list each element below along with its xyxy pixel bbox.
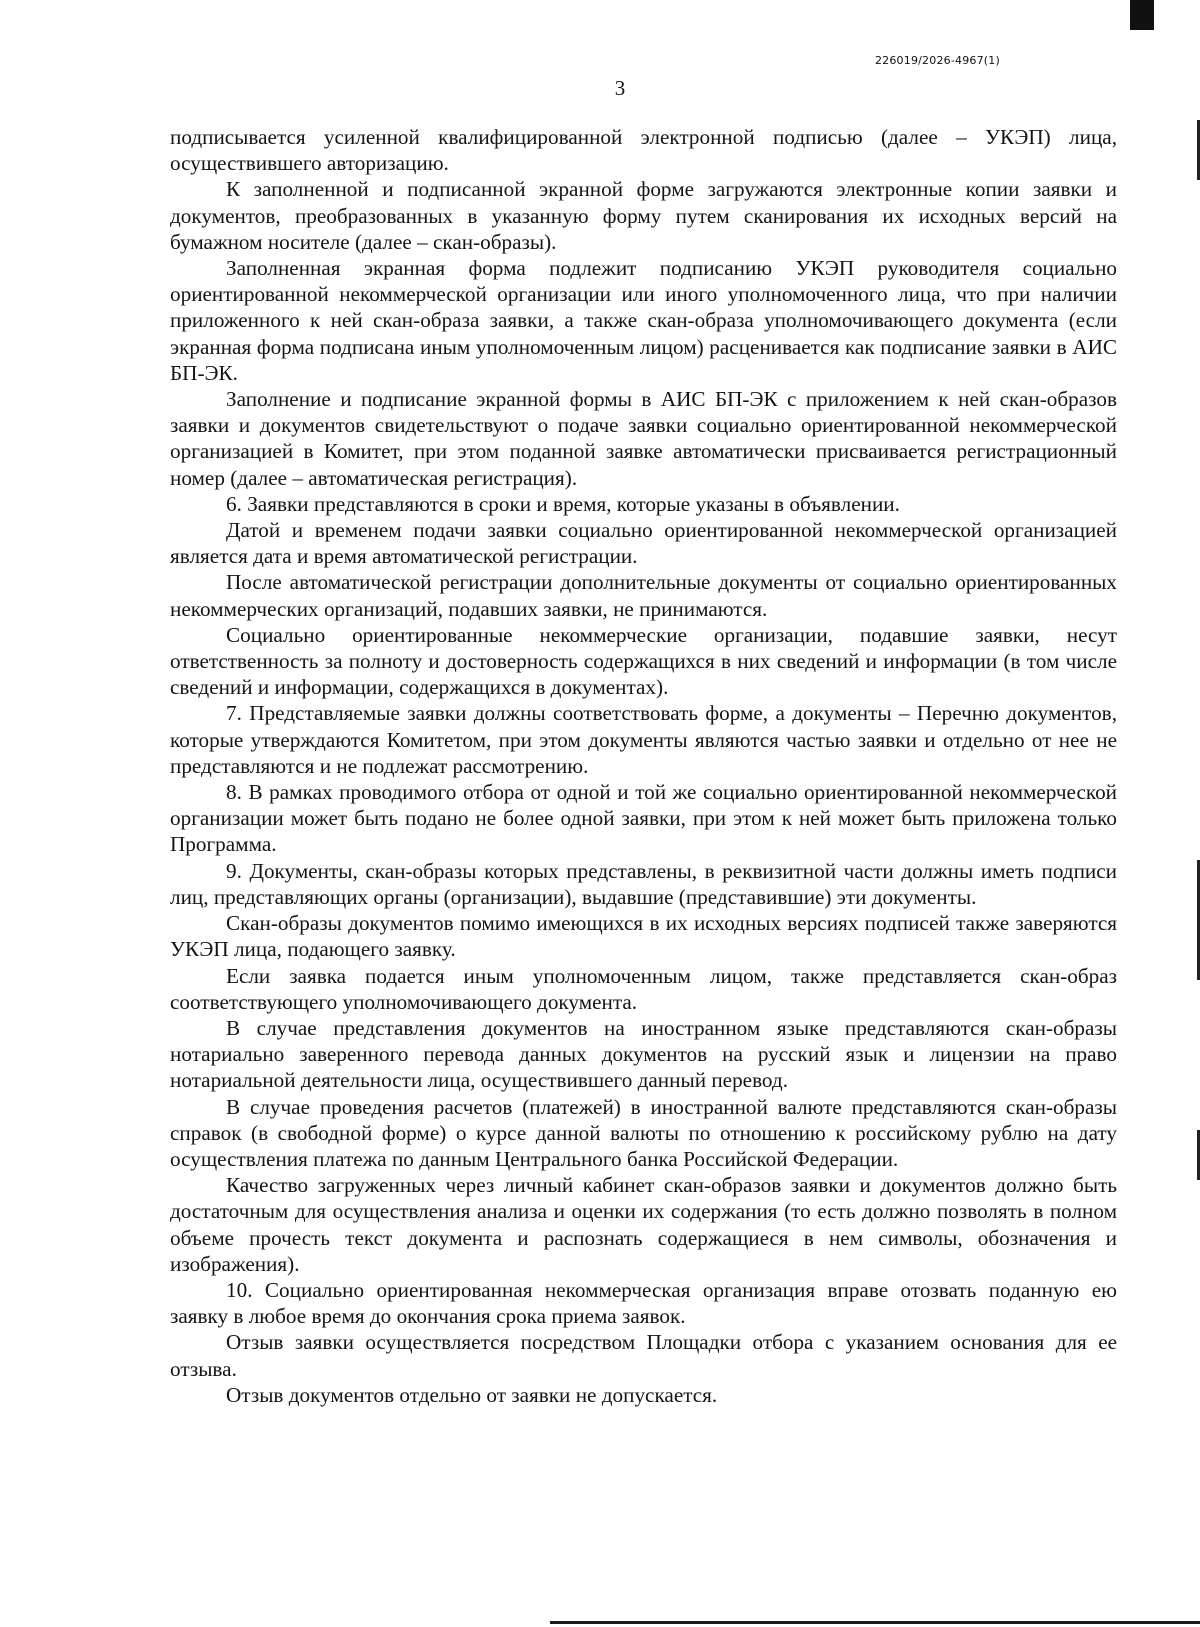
document-body — [170, 124, 1117, 1408]
paragraph: 6. Заявки представляются в сроки и время, которые указаны в объявлении. — [226, 491, 900, 516]
paragraph: В случае представления документов на иностранном языке представляются скан-образы нотариально заверенного перевода данных документов на русский язык и лицензии на право нотариальной деятельности лица, осуществившего данный перевод. — [170, 1015, 1117, 1093]
paragraph: 10. Социально ориентированная некоммерческая организация вправе отозвать поданную ею заявку в любое время до окончания срока приема заявок. — [170, 1277, 1117, 1329]
paragraph: Скан-образы документов помимо имеющихся в их исходных версиях подписей также заверяются УКЭП лица, подающего заявку. — [170, 911, 1117, 962]
paragraph: Отзыв документов отдельно от заявки не допускается. — [226, 1382, 718, 1407]
paragraph: Если заявка подается иным уполномоченным лицом, также представляется скан-образ соответствующего уполномочивающего документа. — [170, 963, 1117, 1014]
paragraph: 8. В рамках проводимого отбора от одной и той же социально ориентированной некоммерческой организации может быть подано не более одной заявки, при этом к ней может быть приложена только Программа. — [170, 780, 1117, 857]
paragraph: Заполненная экранная форма подлежит подписанию УКЭП руководителя социально ориентированной некоммерческой организации или иного уполномоченного лица, что при наличии приложенного к ней скан-образа заявки, а также скан-образа уполномочивающего документа (если экранная форма подписана иным уполномоченным лицом) расценивается как подписание заявки в АИС БП-ЭК. — [170, 256, 1117, 385]
paragraph: После автоматической регистрации дополнительные документы от социально ориентированных некоммерческих организаций, подавших заявки, не принимаются. — [170, 570, 1117, 621]
paragraph: 9. Документы, скан-образы которых представлены, в реквизитной части должны иметь подписи лиц, представляющих органы (организации), выдавшие (представившие) эти документы. — [170, 858, 1117, 909]
paragraph: В случае проведения расчетов (платежей) в иностранной валюте представляются скан-образы справок (в свободной форме) о курсе данной валюты по отношению к российскому рублю на дату осуществления платежа по данным Центрального банка Российской Федерации. — [170, 1094, 1117, 1171]
paragraph: Заполнение и подписание экранной формы в АИС БП-ЭК с приложением к ней скан-образов заявки и документов свидетельствуют о подаче заявки социально ориентированной некоммерческой организацией в Комитет, при этом поданной заявке автоматически присваивается регистрационный номер (далее – автоматическая регистрация). — [170, 387, 1117, 490]
paragraph: Социально ориентированные некоммерческие организации, подавшие заявки, несут ответственность за полноту и достоверность содержащихся в них сведений и информации (в том числе сведений и информации, содержащихся в документах). — [170, 622, 1117, 700]
paragraph: Отзыв заявки осуществляется посредством Площадки отбора с указанием основания для ее отзыва. — [170, 1330, 1117, 1381]
paragraph: Качество загруженных через личный кабинет скан-образов заявки и документов должно быть достаточным для осуществления анализа и оценки их содержания (то есть должно позволять в полном объеме прочесть текст документа и распознать содержащиеся в нем символы, обозначения и изображения). — [170, 1173, 1117, 1276]
paragraph: Датой и временем подачи заявки социально ориентированной некоммерческой организацией является дата и время автоматической регистрации. — [170, 518, 1117, 569]
scan-bottom-edge — [550, 1621, 1200, 1624]
scan-corner-mark — [1130, 0, 1154, 30]
paragraph: подписывается усиленной квалифицированной электронной подписью (далее – УКЭП) лица, осуществившего авторизацию. — [170, 125, 1117, 176]
paragraph: К заполненной и подписанной экранной форме загружаются электронные копии заявки и документов, преобразованных в указанную форму путем сканирования их исходных версий на бумажном носителе (далее – скан-образы). — [170, 177, 1117, 254]
paragraph: 7. Представляемые заявки должны соответствовать форме, а документы – Перечню документов, которые утверждаются Комитетом, при этом документы являются частью заявки и отдельно от нее не представляются и не подлежат рассмотрению. — [170, 701, 1117, 778]
page-number: 3 — [614, 76, 626, 100]
document-number: 226019/2026-4967(1) — [874, 54, 1000, 67]
